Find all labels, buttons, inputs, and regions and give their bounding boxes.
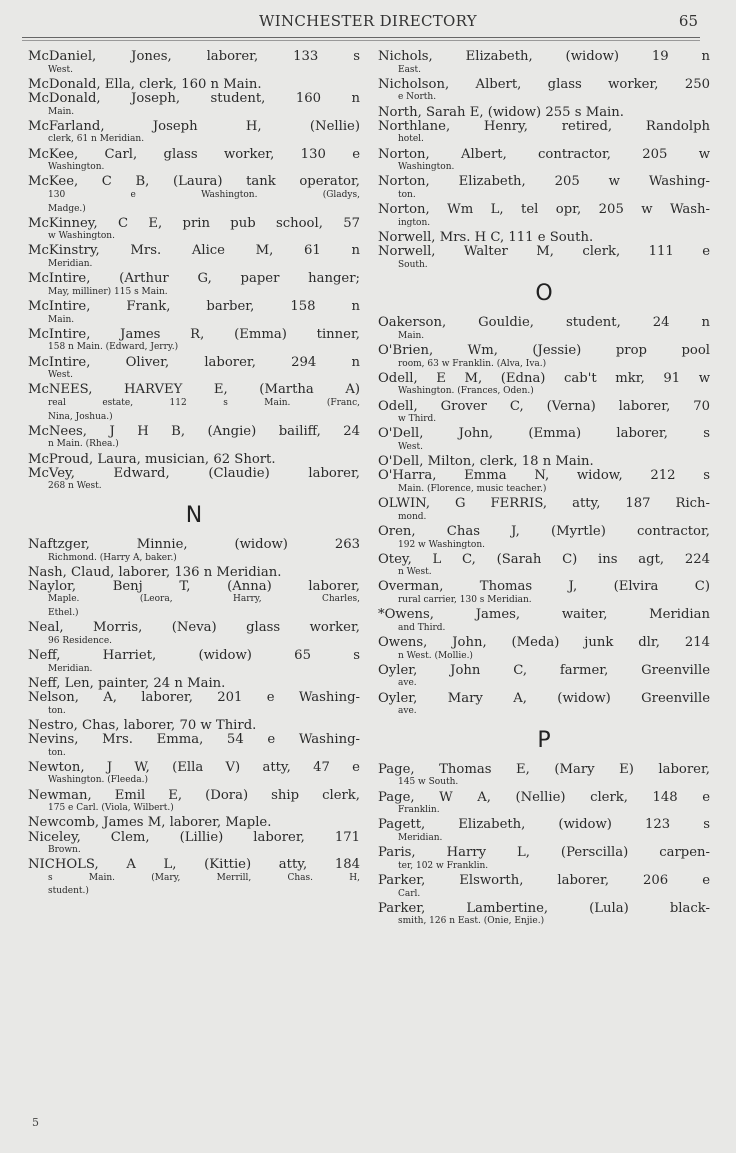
directory-entry <box>378 636 710 663</box>
entry-continuation-line: real estate, 112 s Main. (Franc, <box>48 397 360 408</box>
directory-entry <box>378 231 710 245</box>
directory-entry <box>28 272 360 299</box>
directory-entry <box>378 372 710 399</box>
entry-continuation-line: Main. <box>398 330 425 341</box>
entry-continuation-line: May, milliner) 115 s Main. <box>48 286 168 297</box>
directory-entry <box>378 469 710 496</box>
directory-entry <box>28 50 360 77</box>
entry-name-line: OLWIN, G FERRIS, atty, 187 Rich- <box>378 496 710 512</box>
directory-entry <box>28 621 360 648</box>
entry-name-line: Parker, Elsworth, laborer, 206 e <box>378 872 710 888</box>
directory-entry <box>378 78 710 105</box>
directory-entry <box>378 316 710 343</box>
entry-continuation-line: ton. <box>48 747 66 758</box>
entry-name-line: Oakerson, Gouldie, student, 24 n <box>378 315 710 331</box>
entry-continuation-line: ave. <box>398 678 417 689</box>
entry-name-line: McKee, Carl, glass worker, 130 e <box>28 146 360 162</box>
entry-name-line: North, Sarah E, (widow) 255 s Main. <box>378 104 624 120</box>
entry-name-line: Newman, Emil E, (Dora) ship clerk, <box>28 787 360 803</box>
entry-continuation-line: Richmond. (Harry A, baker.) <box>48 552 177 563</box>
entry-name-line: Neff, Harriet, (widow) 65 s <box>28 648 360 664</box>
entry-name-line: NICHOLS, A L, (Kittie) atty, 184 <box>28 857 360 873</box>
entry-continuation-line: and Third. <box>398 622 446 633</box>
directory-entry <box>378 106 710 120</box>
entry-name-line: McProud, Laura, musician, 62 Short. <box>28 451 276 467</box>
entry-continuation-line: hotel. <box>398 134 424 145</box>
entry-continuation-line: Maple. (Leora, Harry, Charles, <box>48 594 360 605</box>
entry-continuation-line: ton. <box>398 189 416 200</box>
entry-name-line: McNees, J H B, (Angie) bailiff, 24 <box>28 423 360 439</box>
entry-continuation-line: East. <box>398 64 422 75</box>
entry-name-line: McDonald, Joseph, student, 160 n <box>28 90 360 106</box>
directory-entry <box>378 818 710 845</box>
entry-name-line: Oyler, Mary A, (widow) Greenville <box>378 690 710 706</box>
directory-entry <box>378 344 710 371</box>
directory-entry <box>378 874 710 901</box>
directory-entry <box>378 148 710 175</box>
entry-continuation-line: rural carrier, 130 s Meridian. <box>398 595 532 606</box>
directory-entry <box>28 719 360 733</box>
entry-name-line: Norton, Wm L, tel opr, 205 w Wash- <box>378 202 710 218</box>
entry-continuation-line: South. <box>398 259 428 270</box>
entry-continuation-line: n Main. (Rhea.) <box>48 439 119 450</box>
directory-entry <box>378 608 710 635</box>
directory-entry <box>28 356 360 383</box>
entry-name-line: Norton, Elizabeth, 205 w Washing- <box>378 174 710 190</box>
entry-name-line: Nash, Claud, laborer, 136 n Meridian. <box>28 564 282 580</box>
directory-entry <box>378 400 710 427</box>
entry-name-line: Otey, L C, (Sarah C) ins agt, 224 <box>378 551 710 567</box>
entry-name-line: Newton, J W, (Ella V) atty, 47 e <box>28 759 360 775</box>
directory-entry <box>378 455 710 469</box>
entry-continuation-line: ington. <box>398 217 431 228</box>
section-letter-n: N <box>185 502 203 528</box>
directory-entry <box>28 467 360 494</box>
directory-entry <box>378 580 710 607</box>
entry-continuation-line: West. <box>48 64 73 75</box>
directory-entry <box>28 733 360 760</box>
directory-entry <box>28 566 360 580</box>
directory-entry <box>28 858 360 899</box>
directory-entry <box>378 791 710 818</box>
entry-name-line: Nichols, Elizabeth, (widow) 19 n <box>378 49 710 64</box>
entry-continuation-line: smith, 126 n East. (Onie, Enjie.) <box>398 916 545 927</box>
entry-name-line: Nevins, Mrs. Emma, 54 e Washing- <box>28 731 360 747</box>
directory-entry <box>378 902 710 929</box>
entry-continuation-line: Madge.) <box>48 203 86 214</box>
entry-name-line: Niceley, Clem, (Lillie) laborer, 171 <box>28 829 360 845</box>
directory-entry <box>378 692 710 719</box>
entry-continuation-line: e North. <box>398 92 437 103</box>
entry-name-line: Naftzger, Minnie, (widow) 263 <box>28 536 360 552</box>
entry-continuation-line: 175 e Carl. (Viola, Wilbert.) <box>48 803 174 814</box>
directory-entry <box>378 525 710 552</box>
directory-entry <box>378 50 710 77</box>
entry-continuation-line: Nina, Joshua.) <box>48 411 113 422</box>
entry-name-line: Newcomb, James M, laborer, Maple. <box>28 815 272 831</box>
entry-continuation-line: Franklin. <box>398 805 440 816</box>
directory-entry <box>28 300 360 327</box>
entry-name-line: Nelson, A, laborer, 201 e Washing- <box>28 690 360 705</box>
entry-continuation-line: student.) <box>48 886 89 897</box>
directory-entry <box>378 664 710 691</box>
header-rule-secondary <box>22 40 700 41</box>
entry-name-line: Pagett, Elizabeth, (widow) 123 s <box>378 817 710 833</box>
section-letter-o: O <box>535 281 553 307</box>
entry-name-line: Norton, Albert, contractor, 205 w <box>378 146 710 162</box>
directory-entry <box>28 538 360 565</box>
directory-entry <box>28 217 360 244</box>
directory-entry <box>28 677 360 691</box>
entry-continuation-line: w Third. <box>398 414 437 425</box>
entry-name-line: Page, Thomas E, (Mary E) laborer, <box>378 761 710 777</box>
directory-entry <box>28 78 360 92</box>
right-column <box>378 50 710 929</box>
page-header <box>0 8 736 34</box>
entry-continuation-line: Washington. (Fleeda.) <box>48 775 149 786</box>
directory-entry <box>378 203 710 230</box>
entry-name-line: *Owens, James, waiter, Meridian <box>378 607 710 623</box>
entry-name-line: Norwell, Mrs. H C, 111 e South. <box>378 229 594 245</box>
directory-entry <box>378 553 710 580</box>
entry-continuation-line: room, 63 w Franklin. (Alva, Iva.) <box>398 358 547 369</box>
page-number: 65 <box>678 12 698 30</box>
entry-name-line: McDonald, Ella, clerk, 160 n Main. <box>28 76 262 92</box>
entry-name-line: Naylor, Benj T, (Anna) laborer, <box>28 578 360 594</box>
entry-continuation-line: Brown. <box>48 845 81 856</box>
entry-name-line: Owens, John, (Meda) junk dlr, 214 <box>378 635 710 651</box>
entry-name-line: Northlane, Henry, retired, Randolph <box>378 118 710 134</box>
entry-name-line: Norwell, Walter M, clerk, 111 e <box>378 244 710 260</box>
entry-continuation-line: Meridian. <box>398 832 443 843</box>
directory-entry <box>28 148 360 175</box>
entry-name-line: O'Harra, Emma N, widow, 212 s <box>378 468 710 484</box>
entry-name-line: Nestro, Chas, laborer, 70 w Third. <box>28 717 257 733</box>
directory-entry <box>378 497 710 524</box>
directory-entry <box>28 831 360 858</box>
entry-continuation-line: ave. <box>398 706 417 717</box>
signature-mark: 5 <box>32 1116 39 1129</box>
directory-entry <box>28 92 360 119</box>
directory-entry <box>378 427 710 454</box>
entry-name-line: McKinney, C E, prin pub school, 57 <box>28 215 360 231</box>
entry-continuation-line: Main. <box>48 106 75 117</box>
left-column <box>28 50 360 900</box>
entry-name-line: Page, W A, (Nellie) clerk, 148 e <box>378 789 710 805</box>
directory-entry <box>28 649 360 676</box>
directory-entry <box>378 175 710 202</box>
entry-continuation-line: 130 e Washington. (Gladys, <box>48 189 360 200</box>
directory-entry <box>378 120 710 147</box>
directory-entry <box>378 245 710 272</box>
entry-continuation-line: West. <box>48 370 73 381</box>
entry-name-line: McIntire, Oliver, laborer, 294 n <box>28 354 360 370</box>
entry-continuation-line: Washington. <box>398 162 455 173</box>
entry-continuation-line: Ethel.) <box>48 608 79 619</box>
entry-continuation-line: Washington. <box>48 162 105 173</box>
entry-continuation-line: West. <box>398 441 423 452</box>
directory-entry <box>378 846 710 873</box>
directory-entry <box>28 816 360 830</box>
entry-name-line: O'Dell, Milton, clerk, 18 n Main. <box>378 454 594 470</box>
entry-continuation-line: n West. <box>398 567 432 578</box>
directory-entry <box>28 383 360 424</box>
entry-name-line: Oren, Chas J, (Myrtle) contractor, <box>378 523 710 539</box>
directory-entry <box>28 761 360 788</box>
entry-continuation-line: Washington. (Frances, Oden.) <box>398 386 534 397</box>
entry-continuation-line: clerk, 61 n Meridian. <box>48 134 145 145</box>
entry-name-line: McFarland, Joseph H, (Nellie) <box>28 118 360 134</box>
entry-continuation-line: 145 w South. <box>398 777 459 788</box>
entry-name-line: Paris, Harry L, (Perscilla) carpen- <box>378 845 710 861</box>
directory-entry <box>28 328 360 355</box>
entry-continuation-line: ter, 102 w Franklin. <box>398 860 489 871</box>
section-letter-p: P <box>537 727 551 753</box>
directory-entry <box>28 691 360 718</box>
entry-name-line: McKinstry, Mrs. Alice M, 61 n <box>28 243 360 259</box>
entry-name-line: Overman, Thomas J, (Elvira C) <box>378 579 710 595</box>
entry-name-line: Odell, E M, (Edna) cab't mkr, 91 w <box>378 370 710 386</box>
entry-name-line: Odell, Grover C, (Verna) laborer, 70 <box>378 398 710 414</box>
entry-continuation-line: mond. <box>398 511 427 522</box>
entry-name-line: McNEES, HARVEY E, (Martha A) <box>28 382 360 398</box>
entry-name-line: Neff, Len, painter, 24 n Main. <box>28 675 226 691</box>
directory-entry <box>28 244 360 271</box>
entry-name-line: McIntire, James R, (Emma) tinner, <box>28 326 360 342</box>
directory-entry <box>28 453 360 467</box>
entry-continuation-line: 96 Residence. <box>48 635 113 646</box>
running-title: WINCHESTER DIRECTORY <box>259 12 477 30</box>
entry-name-line: Parker, Lambertine, (Lula) black- <box>378 900 710 916</box>
entry-name-line: O'Dell, John, (Emma) laborer, s <box>378 426 710 442</box>
entry-continuation-line: n West. (Mollie.) <box>398 650 473 661</box>
entry-continuation-line: w Washington. <box>48 231 115 242</box>
entry-name-line: McDaniel, Jones, laborer, 133 s <box>28 49 360 64</box>
entry-continuation-line: ton. <box>48 705 66 716</box>
entry-name-line: Oyler, John C, farmer, Greenville <box>378 662 710 678</box>
entry-continuation-line: 158 n Main. (Edward, Jerry.) <box>48 342 179 353</box>
directory-entry <box>28 120 360 147</box>
directory-entry <box>28 580 360 621</box>
entry-name-line: Nicholson, Albert, glass worker, 250 <box>378 76 710 92</box>
entry-continuation-line: 268 n West. <box>48 481 102 492</box>
directory-entry <box>378 763 710 790</box>
entry-name-line: McIntire, Frank, barber, 158 n <box>28 299 360 315</box>
entry-name-line: McIntire, (Arthur G, paper hanger; <box>28 271 360 287</box>
entry-name-line: Neal, Morris, (Neva) glass worker, <box>28 620 360 636</box>
directory-entry <box>28 789 360 816</box>
header-rule <box>22 37 700 38</box>
directory-entry <box>28 425 360 452</box>
entry-continuation-line: Carl. <box>398 888 421 899</box>
entry-continuation-line: Meridian. <box>48 663 93 674</box>
entry-continuation-line: 192 w Washington. <box>398 539 485 550</box>
entry-continuation-line: Meridian. <box>48 259 93 270</box>
entry-continuation-line: Main. (Florence, music teacher.) <box>398 483 547 494</box>
entry-name-line: McKee, C B, (Laura) tank operator, <box>28 174 360 190</box>
directory-entry <box>28 175 360 216</box>
entry-name-line: McVey, Edward, (Claudie) laborer, <box>28 465 360 481</box>
entry-continuation-line: Main. <box>48 314 75 325</box>
entry-continuation-line: s Main. (Mary, Merrill, Chas. H, <box>48 872 360 883</box>
entry-name-line: O'Brien, Wm, (Jessie) prop pool <box>378 343 710 359</box>
